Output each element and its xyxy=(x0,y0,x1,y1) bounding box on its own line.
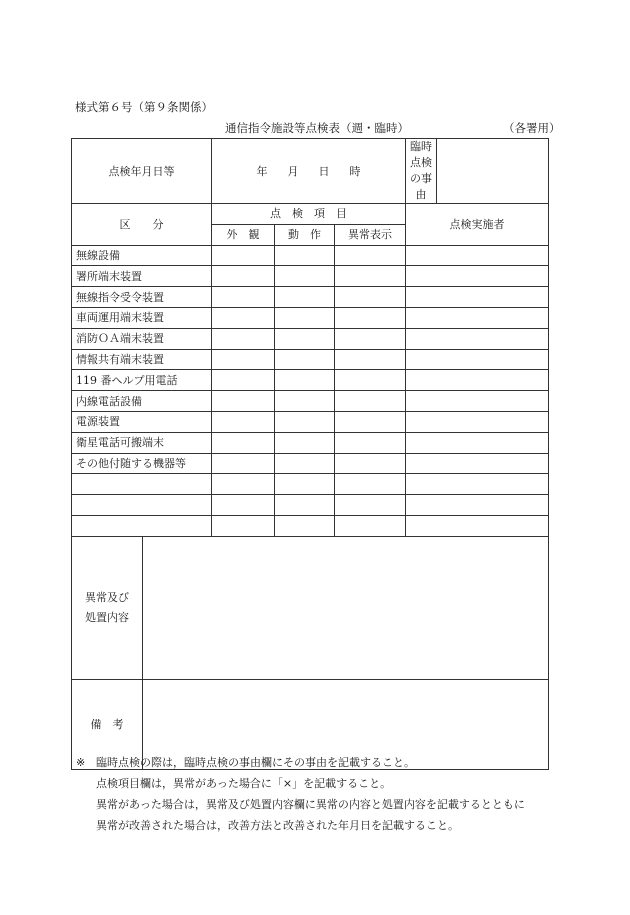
exterior-header: 外 観 xyxy=(212,224,275,245)
exterior-cell[interactable] xyxy=(212,453,275,474)
operation-cell[interactable] xyxy=(275,370,335,391)
exterior-cell[interactable] xyxy=(212,411,275,432)
table-row xyxy=(72,432,549,453)
exterior-cell[interactable] xyxy=(212,515,275,536)
equipment-name: 車両運用端末装置 xyxy=(72,307,212,328)
inspector-cell[interactable] xyxy=(406,432,549,453)
abnormal-cell[interactable] xyxy=(335,432,406,453)
abnormal-cell[interactable] xyxy=(335,370,406,391)
exterior-cell[interactable] xyxy=(212,307,275,328)
table-row xyxy=(72,349,549,370)
inspector-cell[interactable] xyxy=(406,349,549,370)
abnormal-cell[interactable] xyxy=(335,307,406,328)
abnormal-display-header: 異常表示 xyxy=(335,224,406,245)
equipment-name: 無線指令受令装置 xyxy=(72,287,212,308)
day-unit: 日 xyxy=(318,164,330,178)
operation-cell[interactable] xyxy=(275,432,335,453)
exterior-cell[interactable] xyxy=(212,266,275,287)
table-row xyxy=(72,495,549,516)
exterior-cell[interactable] xyxy=(212,245,275,266)
table-row xyxy=(72,245,549,266)
department-label: （各署用） xyxy=(503,121,561,135)
equipment-name: 署所端末装置 xyxy=(72,266,212,287)
abnormal-cell[interactable] xyxy=(335,287,406,308)
equipment-name: その他付随する機器等 xyxy=(72,453,212,474)
table-row xyxy=(72,266,549,287)
table-row xyxy=(72,453,549,474)
category-header: 区 分 xyxy=(72,204,212,246)
exterior-cell[interactable] xyxy=(212,495,275,516)
notes xyxy=(76,752,525,836)
equipment-name: 内線電話設備 xyxy=(72,391,212,412)
exterior-cell[interactable] xyxy=(212,349,275,370)
exterior-cell[interactable] xyxy=(212,370,275,391)
inspector-cell[interactable] xyxy=(406,515,549,536)
inspector-cell[interactable] xyxy=(406,453,549,474)
abnormal-action-label xyxy=(72,536,143,679)
exterior-cell[interactable] xyxy=(212,432,275,453)
exterior-cell[interactable] xyxy=(212,328,275,349)
operation-cell[interactable] xyxy=(275,391,335,412)
exterior-cell[interactable] xyxy=(212,391,275,412)
table-row xyxy=(72,307,549,328)
exterior-cell[interactable] xyxy=(212,474,275,495)
exterior-cell[interactable] xyxy=(212,287,275,308)
note-line-1 xyxy=(76,752,525,773)
operation-header: 動 作 xyxy=(275,224,335,245)
abnormal-cell[interactable] xyxy=(335,453,406,474)
date-input-cell[interactable] xyxy=(212,139,406,204)
reason-label-line2: の事由 xyxy=(410,172,433,201)
operation-cell[interactable] xyxy=(275,495,335,516)
inspector-header: 点検実施者 xyxy=(406,204,549,246)
equipment-name[interactable] xyxy=(72,515,212,536)
abnormal-cell[interactable] xyxy=(335,411,406,432)
inspector-cell[interactable] xyxy=(406,307,549,328)
inspector-cell[interactable] xyxy=(406,328,549,349)
abnormal-cell[interactable] xyxy=(335,474,406,495)
note-line-2: 点検項目欄は，異常があった場合に「×」を記載すること。 xyxy=(96,777,392,790)
abnormal-action-label-line2: 処置内容 xyxy=(85,610,129,624)
abnormal-action-input[interactable] xyxy=(143,536,549,679)
abnormal-cell[interactable] xyxy=(335,245,406,266)
operation-cell[interactable] xyxy=(275,307,335,328)
table-row xyxy=(72,474,549,495)
note-line-3: 異常があった場合は，異常及び処置内容欄に異常の内容と処置内容を記載するとともに xyxy=(96,798,525,811)
abnormal-action-label-line1: 異常及び xyxy=(85,590,129,604)
equipment-name: 衛星電話可搬端末 xyxy=(72,432,212,453)
year-unit: 年 xyxy=(256,164,268,178)
equipment-name: 無線設備 xyxy=(72,245,212,266)
equipment-name: 情報共有端末装置 xyxy=(72,349,212,370)
abnormal-cell[interactable] xyxy=(335,266,406,287)
hour-unit: 時 xyxy=(349,164,361,178)
operation-cell[interactable] xyxy=(275,515,335,536)
form-number-label: 様式第６号（第９条関係） xyxy=(75,100,213,114)
form-title: 通信指令施設等点検表（週・臨時） xyxy=(225,121,409,135)
inspector-cell[interactable] xyxy=(406,391,549,412)
equipment-name[interactable] xyxy=(72,474,212,495)
month-unit: 月 xyxy=(287,164,299,178)
table-row xyxy=(72,328,549,349)
note-mark: ※ xyxy=(76,756,86,769)
operation-cell[interactable] xyxy=(275,287,335,308)
reason-label xyxy=(406,139,437,204)
inspector-cell[interactable] xyxy=(406,370,549,391)
abnormal-cell[interactable] xyxy=(335,515,406,536)
operation-cell[interactable] xyxy=(275,453,335,474)
operation-cell[interactable] xyxy=(275,266,335,287)
abnormal-cell[interactable] xyxy=(335,328,406,349)
reason-input-cell[interactable] xyxy=(437,139,549,204)
remarks-label: 備 考 xyxy=(72,679,143,769)
inspector-cell[interactable] xyxy=(406,495,549,516)
operation-cell[interactable] xyxy=(275,474,335,495)
abnormal-cell[interactable] xyxy=(335,391,406,412)
operation-cell[interactable] xyxy=(275,349,335,370)
table-row xyxy=(72,370,549,391)
reason-label-line1: 臨時点検 xyxy=(410,140,433,169)
check-items-header: 点 検 項 目 xyxy=(212,204,406,225)
operation-cell[interactable] xyxy=(275,411,335,432)
operation-cell[interactable] xyxy=(275,245,335,266)
equipment-name: 消防ＯＡ端末装置 xyxy=(72,328,212,349)
note-line-4: 異常が改善された場合は，改善方法と改善された年月日を記載すること。 xyxy=(96,819,459,832)
operation-cell[interactable] xyxy=(275,328,335,349)
equipment-name: 119 番ヘルプ用電話 xyxy=(72,370,212,391)
equipment-name: 電源装置 xyxy=(72,411,212,432)
table-row xyxy=(72,411,549,432)
abnormal-cell[interactable] xyxy=(335,349,406,370)
inspector-cell[interactable] xyxy=(406,474,549,495)
inspector-cell[interactable] xyxy=(406,287,549,308)
inspector-cell[interactable] xyxy=(406,266,549,287)
date-label: 点検年月日等 xyxy=(72,139,212,204)
note-text-1: 臨時点検の際は，臨時点検の事由欄にその事由を記載すること。 xyxy=(96,756,415,769)
inspector-cell[interactable] xyxy=(406,411,549,432)
table-row xyxy=(72,515,549,536)
inspection-table xyxy=(71,138,549,770)
equipment-name[interactable] xyxy=(72,495,212,516)
inspector-cell[interactable] xyxy=(406,245,549,266)
table-row xyxy=(72,287,549,308)
abnormal-cell[interactable] xyxy=(335,495,406,516)
table-row xyxy=(72,391,549,412)
